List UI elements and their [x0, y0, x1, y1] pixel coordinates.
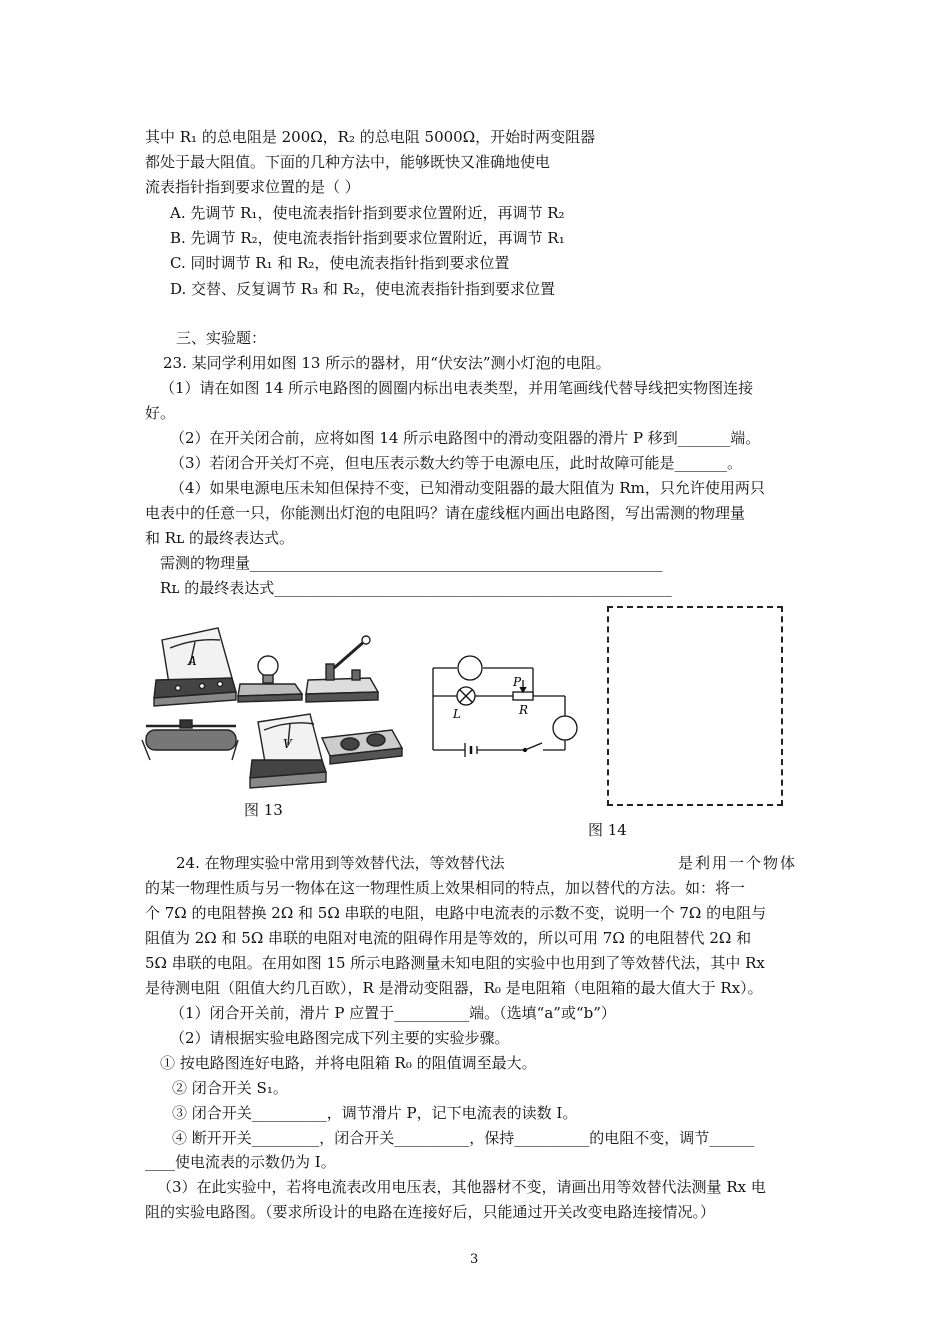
- voltmeter-illustration: [250, 714, 326, 788]
- q23-stem: 23. 某同学利用如图 13 所示的器材，用“伏安法”测小灯泡的电阻。: [163, 354, 611, 372]
- label-L: L: [453, 707, 461, 721]
- q24-line-1a: 24. 在物理实验中常用到等效替代法，等效替代法: [176, 854, 505, 872]
- q23-part3: （3）若闭合开关灯不亮，但电压表示数大约等于电源电压，此时故障可能是_______。: [170, 454, 743, 472]
- q24-line-3: 个 7Ω 的电阻替换 2Ω 和 5Ω 串联的电阻，电路中电流表的示数不变，说明一个 7Ω 的电阻与: [145, 904, 767, 922]
- q24-line-1b: 是利用一个物体: [678, 854, 798, 872]
- q22-option-c: C. 同时调节 R₁ 和 R₂，使电流表指针指到要求位置: [170, 254, 510, 272]
- battery-illustration: [322, 730, 402, 764]
- q23-part1-a: （1）请在如图 14 所示电路图的圆圈内标出电表类型，并用笔画线代替导线把实物图连接: [160, 379, 754, 397]
- figure-13-apparatus: [140, 620, 420, 790]
- lamp-illustration: [238, 656, 302, 702]
- figure-14-circuit: [425, 650, 585, 760]
- q24-step2: ② 闭合开关 S₁。: [172, 1079, 288, 1097]
- q23-part1-b: 好。: [145, 404, 176, 422]
- q24-line-4: 阻值为 2Ω 和 5Ω 串联的电阻对电流的阻碍作用是等效的，所以可用 7Ω 的电阻替代 2Ω 和: [145, 929, 752, 947]
- q24-part3-b: 阻的实验电路图。（要求所设计的电路在连接好后，只能通过开关改变电路连接情况。）: [145, 1203, 716, 1221]
- switch-illustration: [306, 636, 378, 702]
- label-R: R: [519, 703, 529, 717]
- rheostat-illustration: [142, 720, 238, 760]
- page-number: 3: [470, 1252, 479, 1267]
- answer-dashed-box[interactable]: [607, 606, 783, 806]
- q24-line-6: 是待测电阻（阻值大约几百欧），R 是滑动变阻器，R₀ 是电阻箱（电阻箱的最大值大于 Rx）。: [145, 979, 763, 997]
- label-P: P: [513, 675, 522, 689]
- section-title: 三、实验题：: [176, 329, 267, 347]
- ammeter-letter: A: [188, 654, 197, 668]
- q22-line-2: 都处于最大阻值。下面的几种方法中，能够既快又准确地使电: [145, 153, 551, 171]
- q22-option-a: A. 先调节 R₁，使电流表指针指到要求位置附近，再调节 R₂: [170, 204, 565, 222]
- q24-step4-b: ____使电流表的示数仍为 I。: [145, 1153, 336, 1171]
- q23-need-quantity: 需测的物理量_______________________________________________________: [160, 554, 663, 572]
- q24-part3-a: （3）在此实验中，若将电流表改用电压表，其他器材不变，请画出用等效替代法测量 Rx 电: [157, 1178, 766, 1196]
- q22-option-d: D. 交替、反复调节 R₃ 和 R₂，使电流表指针指到要求位置: [170, 280, 555, 298]
- q24-line-5: 5Ω 串联的电阻。在用如图 15 所示电路测量未知电阻的实验中也用到了等效替代法，其中 Rx: [145, 954, 765, 972]
- q24-part2: （2）请根据实验电路图完成下列主要的实验步骤。: [170, 1029, 510, 1047]
- q24-part1: （1）闭合开关前，滑片 P 应置于__________端。（选填“a”或“b”）: [170, 1004, 616, 1022]
- q24-step4-a: ④ 断开开关_________，闭合开关__________，保持__________的电阻不变，调节______: [172, 1129, 755, 1147]
- q22-line-3: 流表指针指到要求位置的是（ ）: [145, 178, 360, 196]
- q23-part2: （2）在开关闭合前，应将如图 14 所示电路图中的滑动变阻器的滑片 P 移到_______端。: [170, 429, 761, 447]
- figure-14-caption: 图 14: [588, 821, 627, 839]
- q23-part4-b: 电表中的任意一只，你能测出灯泡的电阻吗？请在虚线框内画出电路图，写出需测的物理量: [145, 504, 746, 522]
- q23-expression: Rʟ 的最终表达式_____________________________________________________: [160, 579, 672, 597]
- q22-option-b: B. 先调节 R₂，使电流表指针指到要求位置附近，再调节 R₁: [170, 229, 565, 247]
- q24-line-2: 的某一物理性质与另一物体在这一物理性质上效果相同的特点，加以替代的方法。如：将一: [145, 879, 746, 897]
- voltmeter-letter: V: [283, 737, 292, 751]
- q23-part4-c: 和 Rʟ 的最终表达式。: [145, 529, 294, 547]
- q23-part4-a: （4）如果电源电压未知但保持不变，已知滑动变阻器的最大阻值为 Rm，只允许使用两只: [170, 479, 765, 497]
- q24-step3: ③ 闭合开关__________，调节滑片 P，记下电流表的读数 I。: [172, 1104, 578, 1122]
- q22-line-1: 其中 R₁ 的总电阻是 200Ω，R₂ 的总电阻 5000Ω，开始时两变阻器: [145, 128, 596, 146]
- q24-step1: ① 按电路图连好电路，并将电阻箱 R₀ 的阻值调至最大。: [160, 1054, 537, 1072]
- figure-13-caption: 图 13: [244, 801, 283, 819]
